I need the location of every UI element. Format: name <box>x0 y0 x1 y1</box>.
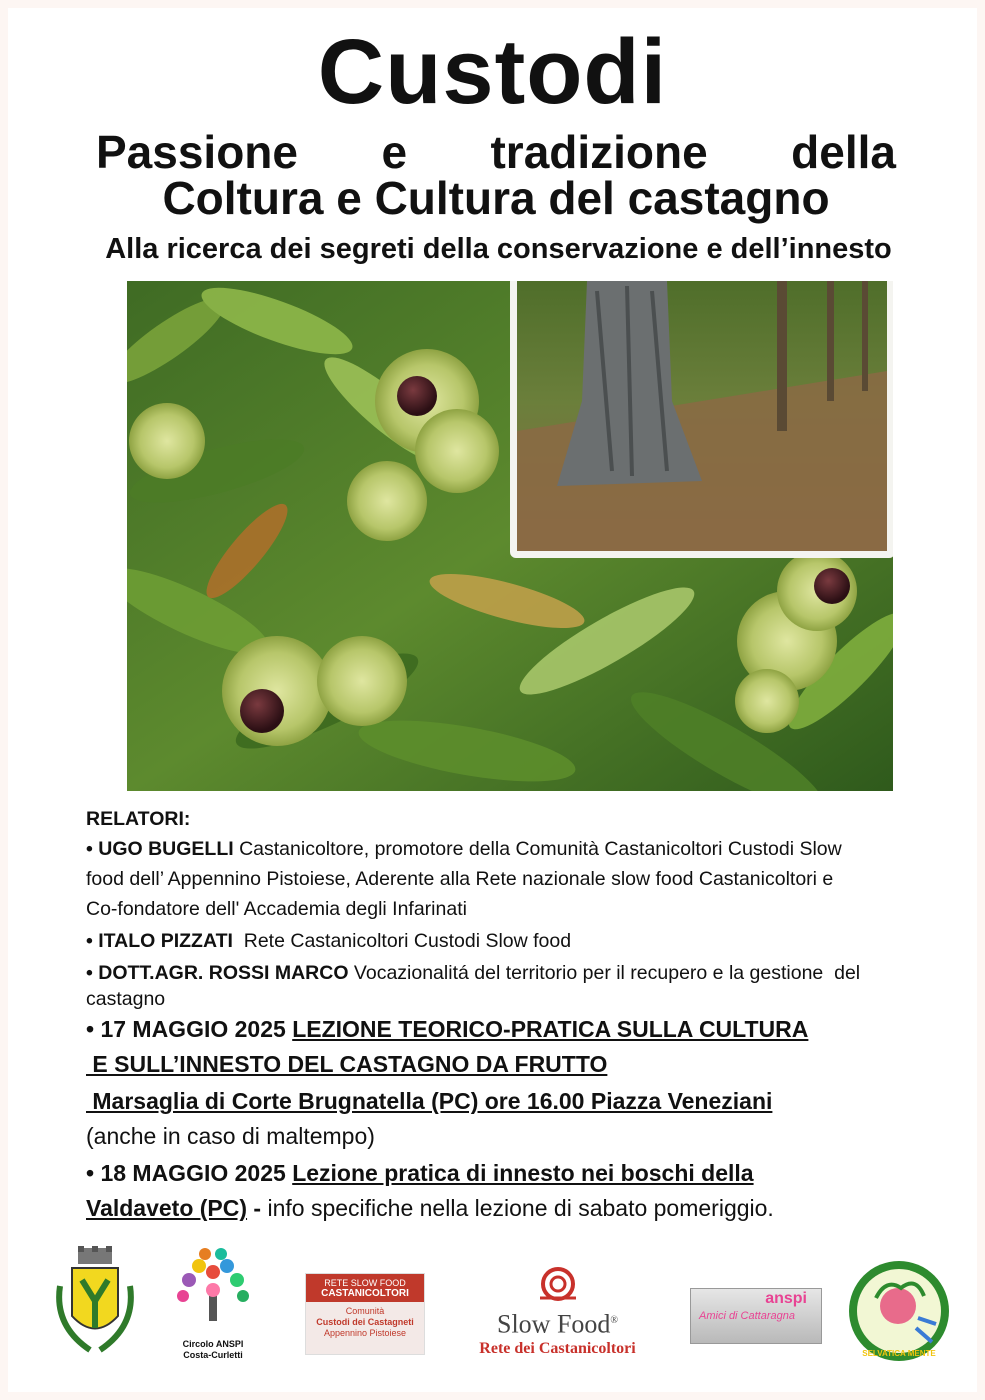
tree-inset-photo <box>510 281 893 558</box>
event-title: Lezione pratica di innesto nei boschi della <box>292 1160 754 1186</box>
event-date: • 17 MAGGIO 2025 <box>86 1016 293 1042</box>
event-18-maggio <box>86 1156 966 1191</box>
selvaticamente-logo: SELVATICA MENTE <box>846 1258 952 1364</box>
subtitle-word: della <box>791 126 896 178</box>
speaker-desc: Castanicoltore, promotore della Comunità Castanicoltori Custodi Slow <box>233 838 842 860</box>
speaker-name: • DOTT.AGR. ROSSI MARCO <box>86 962 349 984</box>
chestnut-photo-collage <box>127 281 893 791</box>
speaker-desc-line: food dell’ Appennino Pistoiese, Aderente alla Rete nazionale slow food Castanicoltori e <box>86 868 834 890</box>
subtitle-word: Passione <box>96 126 298 178</box>
speaker-bugelli <box>86 834 966 864</box>
snail-icon <box>536 1264 580 1302</box>
event-title: LEZIONE TEORICO-PRATICA SULLA CULTURA <box>292 1016 809 1042</box>
speaker-desc-line: castagno <box>86 988 166 1010</box>
speaker-name: • UGO BUGELLI <box>86 838 234 860</box>
event-date: • 18 MAGGIO 2025 <box>86 1160 293 1186</box>
municipal-crest-logo <box>50 1246 140 1356</box>
speaker-desc: Vocazionalitá del territorio per il recupero e la gestione del <box>348 962 861 984</box>
relatori-heading: RELATORI: <box>86 808 191 830</box>
poster-tagline: Alla ricerca dei segreti della conservazione e dell’innesto <box>105 233 892 265</box>
speaker-pizzati <box>86 926 966 956</box>
speaker-name: • ITALO PIZZATI <box>86 930 233 952</box>
speaker-rossi <box>86 958 966 988</box>
poster-subtitle-line1 <box>96 128 896 176</box>
event-note: (anche in caso di maltempo) <box>86 1123 375 1149</box>
anspi-cattaragna-logo: anspi Amici di Cattaragna <box>690 1288 822 1344</box>
subtitle-word: tradizione <box>490 126 708 178</box>
sponsor-logos <box>0 1240 985 1370</box>
event-title-line2: Valdaveto (PC) - info specifiche nella lezione di sabato pomeriggio. <box>86 1195 774 1221</box>
speaker-desc-line: Co-fondatore dell' Accademia degli Infarinati <box>86 898 467 920</box>
subtitle-word: e <box>381 126 408 178</box>
rete-slow-food-logo: RETE SLOW FOOD CASTANICOLTORI Comunità Custodi dei Castagneti Appennino Pistoiese <box>305 1273 425 1355</box>
speakers-and-events <box>86 804 966 1226</box>
event-place: Marsaglia di Corte Brugnatella (PC) ore 16.00 Piazza Veneziani <box>86 1088 773 1114</box>
slow-food-logo: Slow Food® Rete dei Castanicoltori <box>455 1264 660 1364</box>
speaker-desc: Rete Castanicoltori Custodi Slow food <box>232 930 572 952</box>
poster-title: Custodi <box>317 21 668 123</box>
event-title-line2: E SULL’INNESTO DEL CASTAGNO DA FRUTTO <box>86 1051 608 1077</box>
event-17-maggio <box>86 1012 966 1047</box>
poster-subtitle-line2: Coltura e Cultura del castagno <box>162 172 830 224</box>
circolo-anspi-logo: Circolo ANSPI Costa-Curletti <box>163 1244 263 1364</box>
